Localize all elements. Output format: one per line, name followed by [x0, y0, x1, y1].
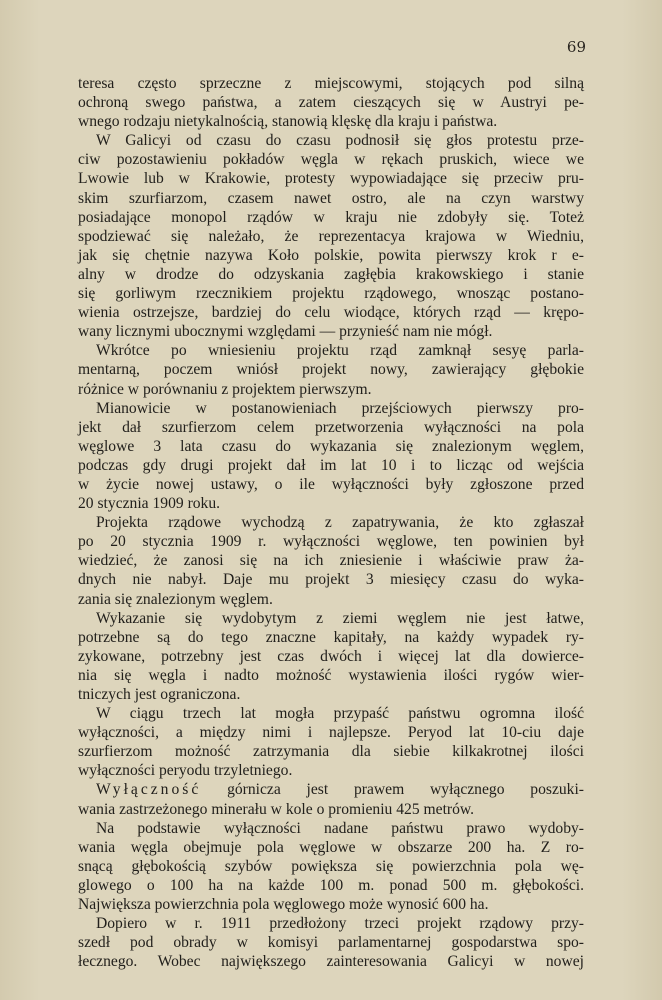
text-line: zania się znalezionym węglem. [78, 590, 273, 608]
text-line: podczas gdy drugi projekt dał im lat 10 i to licząc od wejścia [78, 456, 584, 474]
text-line: Dopiero w r. 1911 przedłożony trzeci projekt rządowy przy- [96, 915, 584, 933]
text-line: zykowane, potrzebny jest czas dwóch i więcej lat dla dowierce- [78, 647, 584, 665]
text-line: jak się chętnie nazywa Koło polskie, powita pierwszy krok r e- [78, 246, 584, 264]
text-line: Wkrótce po wniesieniu projektu rząd zamknął sesyę parla- [96, 342, 584, 360]
text-line: Wyłączność górnicza jest prawem wyłącznego poszuki- [96, 781, 584, 799]
text-line: wienia ostrzejsze, bardziej do celu wiodące, których rząd — krępo- [78, 304, 584, 322]
text-line: alny w drodze do odzyskania zagłębia krakowskiego i stanie [78, 265, 584, 283]
text-line: węglowe 3 lata czasu do wykazania się znalezionym węglem, [78, 437, 584, 455]
text-line: wania zastrzeżonego minerału w kole o promieniu 425 metrów. [78, 800, 475, 818]
text-line: łecznego. Wobec największego zainteresowania Galicyi w nowej [78, 953, 584, 971]
text-line: nia się węgla i nadto możność wystawienia ilości rygów wier- [78, 666, 584, 684]
text-line: tniczych jest ograniczona. [78, 686, 241, 703]
text-line: mentarną, poczem wniósł projekt nowy, zawierający głębokie [78, 361, 584, 379]
text-line: posiadające monopol rządów w kraju nie zdobyły się. Toteż [78, 208, 584, 226]
text-line: dnych nie nabył. Daje mu projekt 3 miesięcy czasu do wyka- [78, 571, 584, 589]
text-line: wania węgla obejmuje pola węglowe w obszarze 200 ha. Z ro- [78, 838, 584, 856]
text-line: wiedzieć, że zanosi się na ich zniesienie i właściwie praw ża- [78, 552, 584, 570]
text-line: w życie nowej ustawy, o ile wyłączności były zgłoszone przed [78, 475, 584, 493]
text-line: Wykazanie się wydobytym z ziemi węglem nie jest łatwe, [96, 609, 584, 627]
text-line: potrzebne są do tego znaczne kapitały, na każdy wypadek ry- [78, 628, 584, 646]
text-line: Lwowie lub w Krakowie, protesty wypowiadające się przeciw pru- [78, 170, 584, 188]
text-line: spodziewać się należało, że reprezentacya krajowa w Wiedniu, [78, 227, 584, 245]
text-line: glowego o 100 ha na każde 100 m. ponad 500 m. głębokości. [78, 876, 584, 894]
text-line: Na podstawie wyłączności nadane państwu prawo wydoby- [96, 819, 584, 837]
text-line: wyłączności, a między nimi i najlepsze. Peryod lat 10-ciu daje [78, 724, 584, 742]
text-line: się gorliwym rzecznikiem projektu rządowego, wnosząc postano- [78, 285, 584, 303]
body-text [78, 74, 584, 971]
text-line: W Galicyi od czasu do czasu podnosił się głos protestu prze- [96, 132, 584, 150]
emphasized-term: Wyłączność [96, 781, 202, 799]
text-line: Mianowicie w postanowieniach przejściowych pierwszy pro- [96, 399, 584, 417]
text-line: teresa często sprzeczne z miejscowymi, stojących pod silną [78, 75, 584, 92]
text-line: snącą głębokością szybów powiększa się powierzchnia pola wę- [78, 857, 584, 875]
text-line: szurfierzom możność zatrzymania dla siebie kilkakrotnej ilości [78, 743, 584, 761]
text-line: W ciągu trzech lat mogła przypaść państwu ogromna ilość [96, 705, 584, 723]
text-line: różnice w porównaniu z projektem pierwszym. [78, 380, 372, 398]
text-line: 20 stycznia 1909 roku. [78, 495, 221, 513]
text-line: po 20 stycznia 1909 r. wyłączności węglowe, ten powinien był [78, 533, 584, 551]
text-line: skim szurfiarzom, czasem nawet ostro, ale na czyn warstwy [78, 189, 584, 207]
page-number: 69 [566, 38, 586, 56]
text-line: wyłączności peryodu trzyletniego. [78, 762, 293, 780]
text-line: ochroną swego państwa, a zatem cieszących się w Austryi pe- [78, 94, 584, 112]
text-line: wnego rodzaju nietykalnością, stanowią klęskę dla kraju i państwa. [78, 113, 498, 131]
text-line: Największa powierzchnia pola węglowego może wynosić 600 ha. [78, 896, 489, 914]
text-line: Projekta rządowe wychodzą z zapatrywania, że kto zgłaszał [96, 514, 584, 532]
text-line: jekt dał szurfierzom celem przetworzenia wyłączności na pola [78, 418, 584, 436]
text-line: ciw pozostawieniu pokładów węgla w rękach pruskich, wiece we [78, 151, 584, 169]
text-line: szedł pod obrady w komisyi parlamentarnej gospodarstwa spo- [78, 934, 584, 952]
text-line: wany licznymi ubocznymi względami — przynieść nam nie mógł. [78, 323, 493, 341]
